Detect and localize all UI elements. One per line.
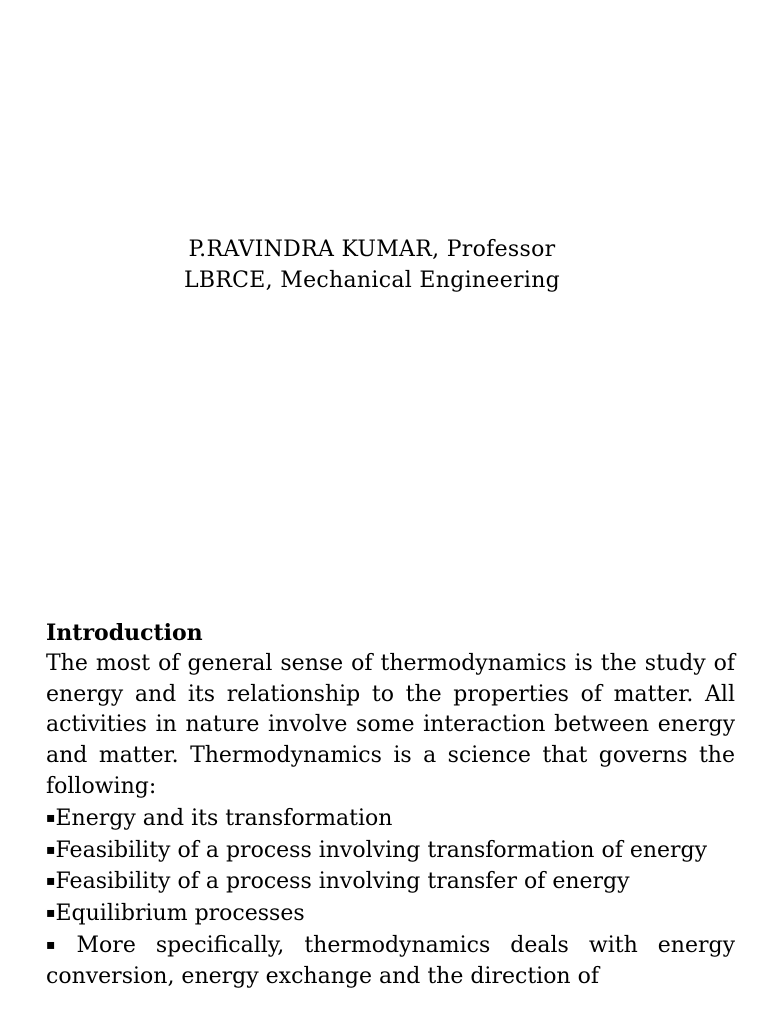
author-block [0, 234, 744, 296]
author-name: P.RAVINDRA KUMAR, Professor [188, 237, 556, 262]
bullet-text: More specifically, thermodynamics deals with energy conversion, energy exchange and the direction of [46, 932, 735, 989]
bullet-marker: ▪ [46, 809, 56, 826]
bullet-marker: ▪ [46, 905, 56, 922]
author-affiliation: LBRCE, Mechanical Engineering [183, 268, 561, 293]
bullet-item-1 [46, 803, 735, 835]
bullet-text: Equilibrium processes [55, 901, 305, 927]
bullet-text: Feasibility of a process involving transfer of energy [55, 869, 630, 895]
bullet-marker: ▪ [46, 873, 56, 890]
bullet-text: Feasibility of a process involving transformation of energy [55, 837, 708, 863]
bullet-item-2 [46, 835, 735, 867]
bullet-item-5 [46, 930, 735, 993]
section-heading: Introduction [46, 620, 203, 646]
introduction-section [46, 618, 735, 993]
bullet-marker: ▪ [46, 841, 56, 858]
bullet-marker: ▪ [46, 936, 69, 953]
bullet-item-4 [46, 898, 735, 930]
bullet-item-3 [46, 866, 735, 898]
intro-paragraph: The most of general sense of thermodynamics is the study of energy and its relationship to the properties of matter. All activities in nature involve some interaction between energy and matter. Thermodynamics is a science that governs the following: [46, 650, 735, 799]
bullet-text: Energy and its transformation [55, 805, 393, 831]
